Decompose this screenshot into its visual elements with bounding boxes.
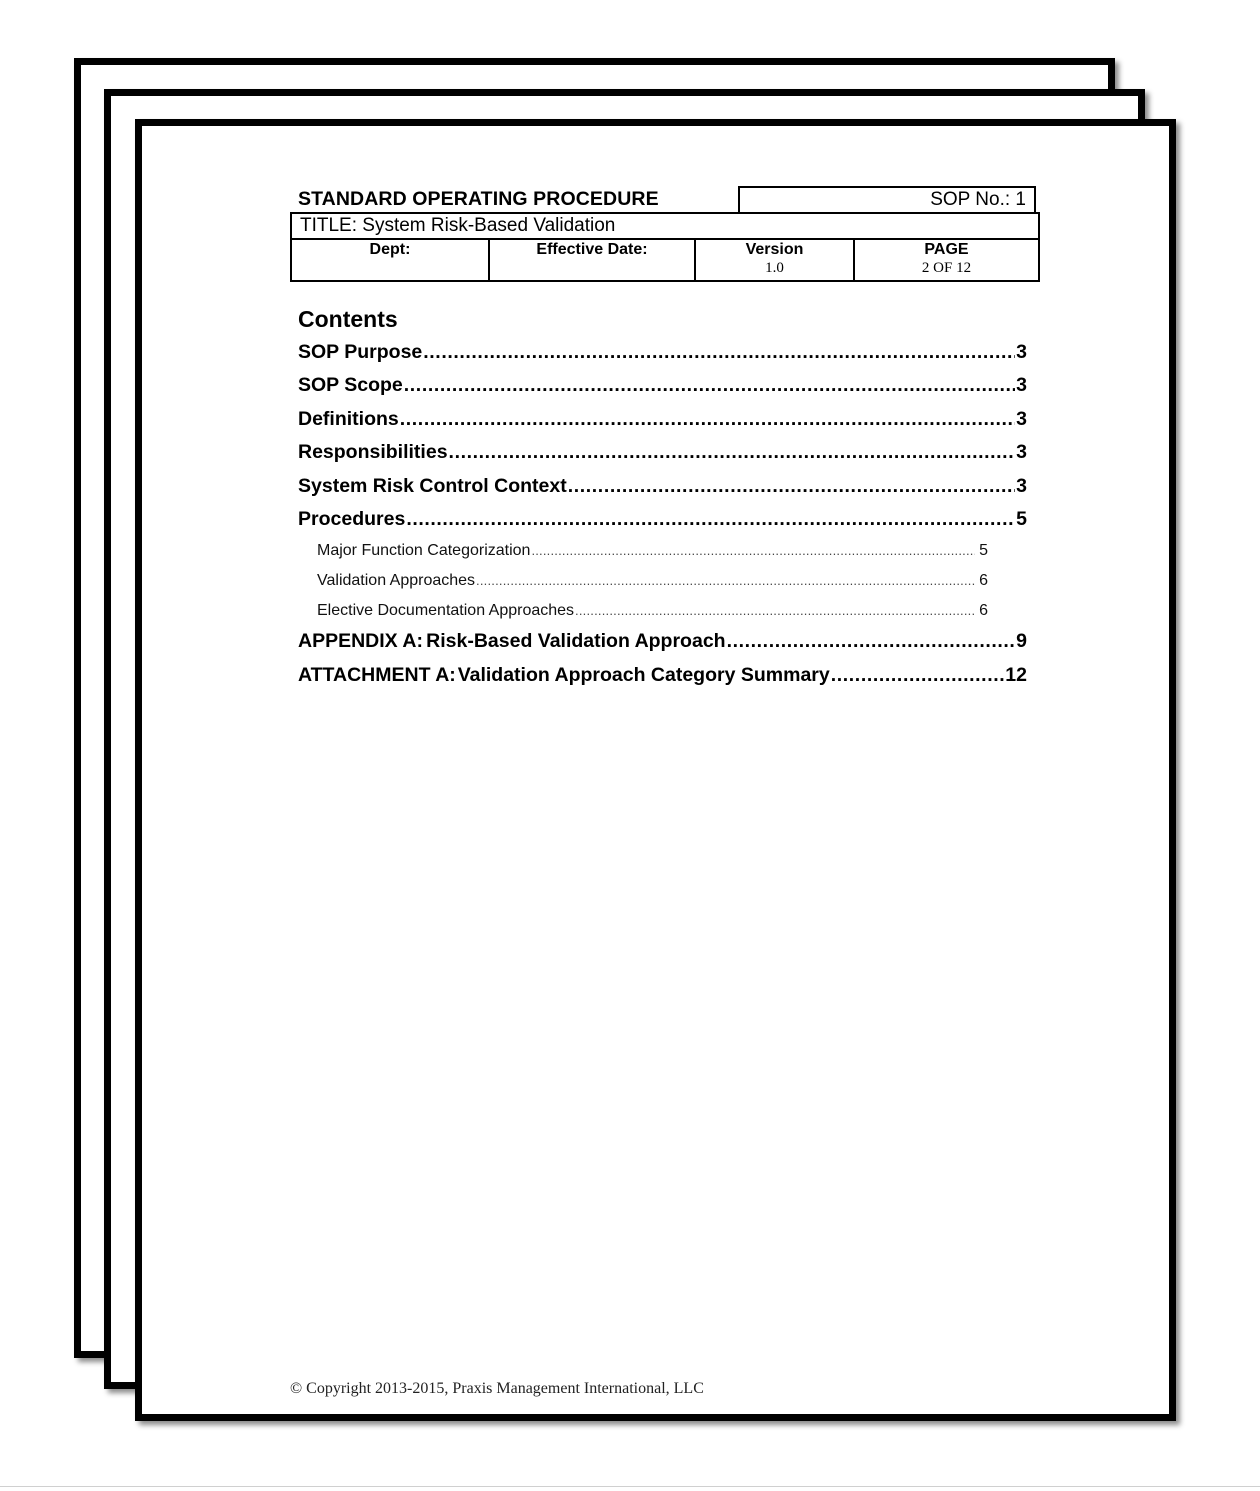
toc-entry-label: Major Function Categorization <box>317 542 531 560</box>
toc-entry-sop-purpose[interactable] <box>298 336 1027 369</box>
toc-entry-prefix: ATTACHMENT A: <box>298 663 456 686</box>
table-of-contents <box>298 336 1027 692</box>
toc-dot-leader <box>575 596 975 626</box>
toc-subentry-validation-approaches[interactable] <box>317 566 988 596</box>
toc-dot-leader <box>831 659 1005 692</box>
document-type-heading: STANDARD OPERATING PROCEDURE <box>298 188 659 210</box>
toc-page-number: 5 <box>1016 507 1027 530</box>
toc-dot-leader <box>404 369 1015 402</box>
toc-dot-leader <box>400 403 1015 436</box>
toc-page-number: 3 <box>1016 474 1027 497</box>
bottom-divider <box>0 1486 1260 1487</box>
toc-page-number: 6 <box>979 601 988 619</box>
sop-number-box: SOP No.: 1 <box>738 186 1036 212</box>
toc-entry-procedures[interactable] <box>298 503 1027 536</box>
document-title: TITLE: System Risk-Based Validation <box>291 213 1039 239</box>
toc-page-number: 3 <box>1016 341 1027 363</box>
header-top-row <box>290 186 1038 212</box>
toc-entry-sop-scope[interactable] <box>298 369 1027 402</box>
version-label: Version <box>745 241 804 258</box>
page-label: PAGE <box>924 241 969 258</box>
effective-date-label: Effective Date: <box>536 241 648 258</box>
toc-entry-label: SOP Purpose <box>298 341 423 363</box>
document-page <box>135 119 1176 1421</box>
contents-heading: Contents <box>298 306 398 332</box>
toc-page-number: 5 <box>979 542 988 560</box>
toc-dot-leader <box>406 503 1015 536</box>
dept-cell <box>291 239 489 281</box>
toc-dot-leader <box>449 436 1016 469</box>
toc-entry-label: Responsibilities <box>298 441 448 464</box>
header-table <box>290 212 1040 282</box>
toc-dot-leader <box>423 336 1015 369</box>
toc-page-number: 3 <box>1016 374 1027 397</box>
toc-dot-leader <box>568 470 1015 503</box>
toc-entry-definitions[interactable] <box>298 403 1027 436</box>
version-value: 1.0 <box>765 260 784 276</box>
toc-page-number: 6 <box>979 572 988 590</box>
toc-entry-appendix-a[interactable] <box>298 625 1027 658</box>
page-cell <box>854 239 1039 281</box>
toc-entry-system-risk-control-context[interactable] <box>298 470 1027 503</box>
copyright-footer: © Copyright 2013-2015, Praxis Management International, LLC <box>290 1380 704 1397</box>
page-content <box>290 186 1038 692</box>
toc-page-number: 12 <box>1005 663 1027 686</box>
version-cell <box>695 239 854 281</box>
toc-page-number: 9 <box>1016 630 1027 653</box>
toc-entry-label: Definitions <box>298 407 399 430</box>
toc-page-number: 3 <box>1016 407 1027 430</box>
toc-entry-prefix: APPENDIX A: <box>298 630 423 653</box>
toc-dot-leader <box>531 536 975 566</box>
toc-entry-label: Validation Approach Category Summary <box>457 663 830 686</box>
toc-entry-label: Validation Approaches <box>317 572 476 590</box>
toc-dot-leader <box>727 625 1016 658</box>
effective-date-cell <box>489 239 695 281</box>
toc-entry-attachment-a[interactable] <box>298 659 1027 692</box>
toc-subentry-elective-documentation-approaches[interactable] <box>317 596 988 626</box>
dept-label: Dept: <box>369 241 411 258</box>
toc-entry-label: Procedures <box>298 507 406 530</box>
toc-entry-label: System Risk Control Context <box>298 474 567 497</box>
toc-entry-label: SOP Scope <box>298 374 403 397</box>
toc-entry-responsibilities[interactable] <box>298 436 1027 469</box>
toc-dot-leader <box>476 566 975 596</box>
toc-page-number: 3 <box>1016 441 1027 464</box>
toc-subentry-major-function-categorization[interactable] <box>317 536 988 566</box>
toc-entry-label: Elective Documentation Approaches <box>317 601 575 619</box>
page-value: 2 OF 12 <box>921 260 972 276</box>
toc-entry-label: Risk-Based Validation Approach <box>426 630 726 653</box>
